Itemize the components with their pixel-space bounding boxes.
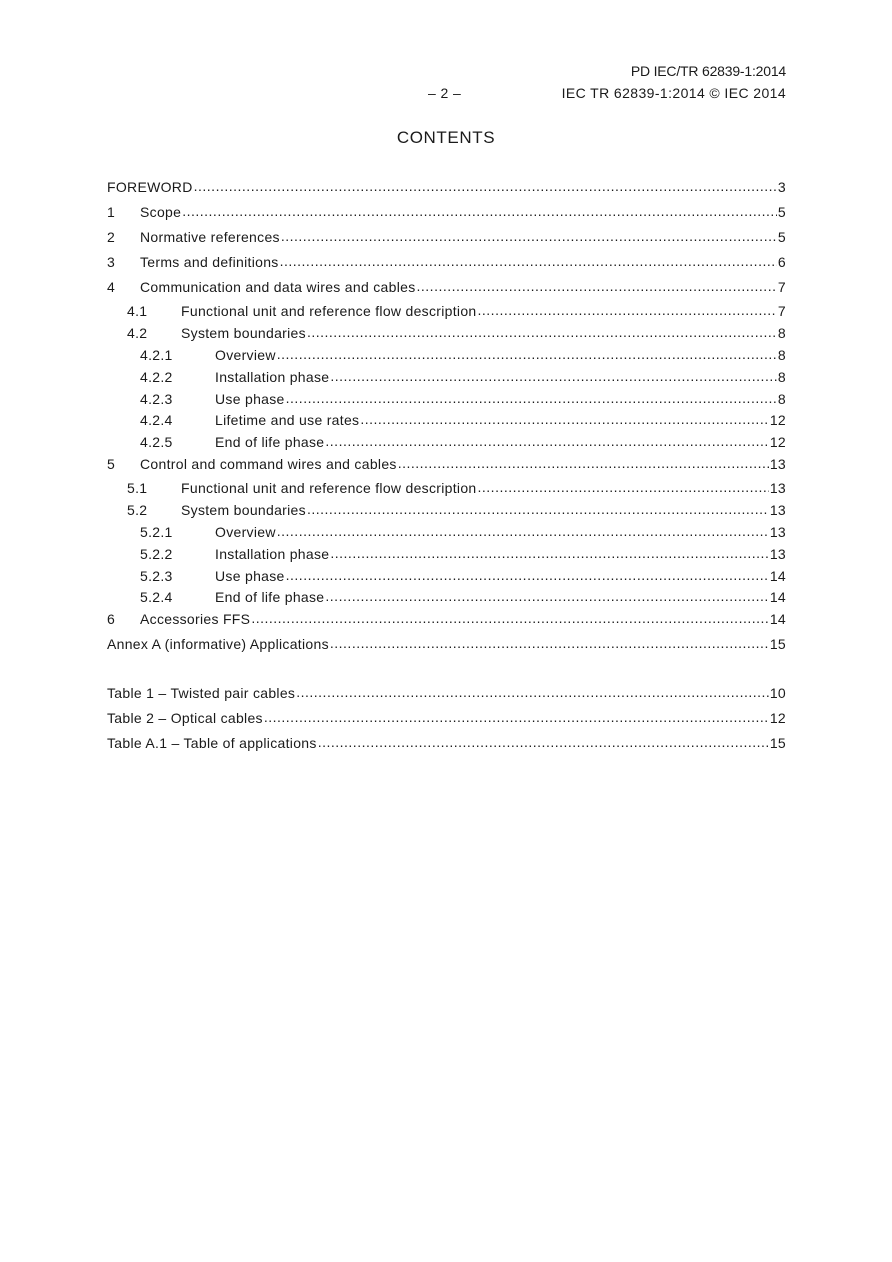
dot-leader <box>280 253 777 267</box>
toc-entry-page: 3 <box>777 179 786 195</box>
toc-entry-label: Lifetime and use rates <box>215 412 360 428</box>
dot-leader <box>307 324 777 338</box>
toc-entry[interactable] <box>107 346 786 364</box>
toc-entry-page: 14 <box>769 568 786 584</box>
toc-entry-page: 12 <box>769 710 786 726</box>
toc-entry[interactable] <box>107 734 786 752</box>
toc-entry-page: 13 <box>769 502 786 518</box>
toc-entry[interactable] <box>107 228 786 246</box>
toc-entry-number: 4.1 <box>127 303 148 319</box>
toc-entry-number: 2 <box>107 229 116 245</box>
dot-leader <box>194 178 777 192</box>
toc-entry[interactable] <box>107 501 786 519</box>
toc-entry-number: 5.2 <box>127 502 148 518</box>
toc-entry-page: 14 <box>769 611 786 627</box>
toc-entry[interactable] <box>107 567 786 585</box>
standard-reference: IEC TR 62839-1:2014 © IEC 2014 <box>561 85 786 101</box>
toc-entry-number: 4.2.5 <box>140 434 173 450</box>
toc-entry-label: End of life phase <box>215 434 325 450</box>
toc-entry-label: Overview <box>215 347 276 363</box>
toc-entry[interactable] <box>107 203 786 221</box>
toc-entry-label: Use phase <box>215 391 285 407</box>
dot-leader <box>182 203 777 217</box>
toc-entry-page: 12 <box>769 412 786 428</box>
toc-entry-label: System boundaries <box>181 325 306 341</box>
toc-entry-number: 5.2.3 <box>140 568 173 584</box>
toc-entry-page: 8 <box>777 325 786 341</box>
toc-entry-label: Installation phase <box>215 546 330 562</box>
toc-entry-label: Use phase <box>215 568 285 584</box>
dot-leader <box>277 523 769 537</box>
toc-entry[interactable] <box>107 545 786 563</box>
toc-entry-number: 4 <box>107 279 116 295</box>
toc-entry-page: 8 <box>777 369 786 385</box>
toc-entry-label: Normative references <box>140 229 280 245</box>
toc-entry-label: System boundaries <box>181 502 306 518</box>
toc-entry[interactable] <box>107 709 786 727</box>
toc-entry-page: 13 <box>769 546 786 562</box>
dot-leader <box>296 684 769 698</box>
toc-entry[interactable] <box>107 411 786 429</box>
toc-entry-page: 13 <box>769 524 786 540</box>
toc-entry-number: 5.1 <box>127 480 148 496</box>
toc-entry-page: 13 <box>769 456 786 472</box>
toc-entry-label: Annex A (informative) Applications <box>107 636 329 652</box>
document-id: PD IEC/TR 62839-1:2014 <box>630 63 786 79</box>
toc-entry[interactable] <box>107 390 786 408</box>
dot-leader <box>318 734 769 748</box>
dot-leader <box>360 411 768 425</box>
toc-entry-number: 5.2.1 <box>140 524 173 540</box>
toc-entry-label: Terms and definitions <box>140 254 279 270</box>
toc-entry-page: 7 <box>777 279 786 295</box>
dot-leader <box>281 228 777 242</box>
toc-entry-number: 1 <box>107 204 116 220</box>
toc-entry-number: 6 <box>107 611 116 627</box>
dot-leader <box>417 278 777 292</box>
dot-leader <box>478 302 777 316</box>
toc-entry-label: Table 1 – Twisted pair cables <box>107 685 296 701</box>
toc-entry-label: Table 2 – Optical cables <box>107 710 263 726</box>
toc-entry-page: 15 <box>769 636 786 652</box>
toc-entry-page: 13 <box>769 480 786 496</box>
toc-entry-page: 6 <box>777 254 786 270</box>
dot-leader <box>330 368 777 382</box>
dot-leader <box>286 390 777 404</box>
dot-leader <box>286 567 769 581</box>
toc-entry[interactable] <box>107 368 786 386</box>
toc-entry-label: Functional unit and reference flow description <box>181 480 477 496</box>
toc-entry-number: 4.2.4 <box>140 412 173 428</box>
toc-entry-page: 7 <box>777 303 786 319</box>
toc-entry-label: End of life phase <box>215 589 325 605</box>
toc-entry-number: 4.2.3 <box>140 391 173 407</box>
toc-entry-number: 4.2.2 <box>140 369 173 385</box>
toc-entry-page: 5 <box>777 204 786 220</box>
page-number: – 2 – <box>428 85 462 101</box>
dot-leader <box>264 709 769 723</box>
dot-leader <box>325 433 768 447</box>
toc-entry-page: 12 <box>769 434 786 450</box>
toc-entry-label: Functional unit and reference flow description <box>181 303 477 319</box>
toc-entry-number: 5 <box>107 456 116 472</box>
dot-leader <box>398 455 769 469</box>
toc-entry-label: FOREWORD <box>107 179 193 195</box>
toc-entry-number: 5.2.2 <box>140 546 173 562</box>
toc-entry-number: 4.2.1 <box>140 347 173 363</box>
dot-leader <box>478 479 769 493</box>
toc-entry-label: Accessories FFS <box>140 611 251 627</box>
dot-leader <box>277 346 777 360</box>
toc-entry-page: 10 <box>769 685 786 701</box>
contents-title: CONTENTS <box>396 128 496 147</box>
toc-entry-label: Installation phase <box>215 369 330 385</box>
toc-entry[interactable] <box>107 523 786 541</box>
toc-entry-page: 8 <box>777 391 786 407</box>
toc-entry[interactable] <box>107 635 786 653</box>
toc-entry-label: Table A.1 – Table of applications <box>107 735 317 751</box>
toc-entry[interactable] <box>107 253 786 271</box>
toc-entry-label: Scope <box>140 204 182 220</box>
toc-entry[interactable] <box>107 302 786 320</box>
toc-entry[interactable] <box>107 178 786 196</box>
toc-entry-label: Communication and data wires and cables <box>140 279 416 295</box>
toc-entry-page: 8 <box>777 347 786 363</box>
toc-entry-page: 5 <box>777 229 786 245</box>
toc-entry[interactable] <box>107 588 786 606</box>
toc-entry-number: 4.2 <box>127 325 148 341</box>
toc-entry-number: 5.2.4 <box>140 589 173 605</box>
dot-leader <box>325 588 768 602</box>
dot-leader <box>251 610 769 624</box>
dot-leader <box>330 545 768 559</box>
toc-entry[interactable] <box>107 433 786 451</box>
toc-entry-page: 14 <box>769 589 786 605</box>
toc-entry[interactable] <box>107 324 786 342</box>
dot-leader <box>307 501 769 515</box>
toc-entry[interactable] <box>107 684 786 702</box>
running-header <box>0 85 786 103</box>
toc-entry[interactable] <box>107 479 786 497</box>
toc-entry[interactable] <box>107 278 786 296</box>
toc-entry-label: Control and command wires and cables <box>140 456 397 472</box>
toc-entry-label: Overview <box>215 524 276 540</box>
toc-entry-number: 3 <box>107 254 116 270</box>
toc-entry[interactable] <box>107 455 786 473</box>
toc-entry[interactable] <box>107 610 786 628</box>
dot-leader <box>330 635 769 649</box>
toc-entry-page: 15 <box>769 735 786 751</box>
